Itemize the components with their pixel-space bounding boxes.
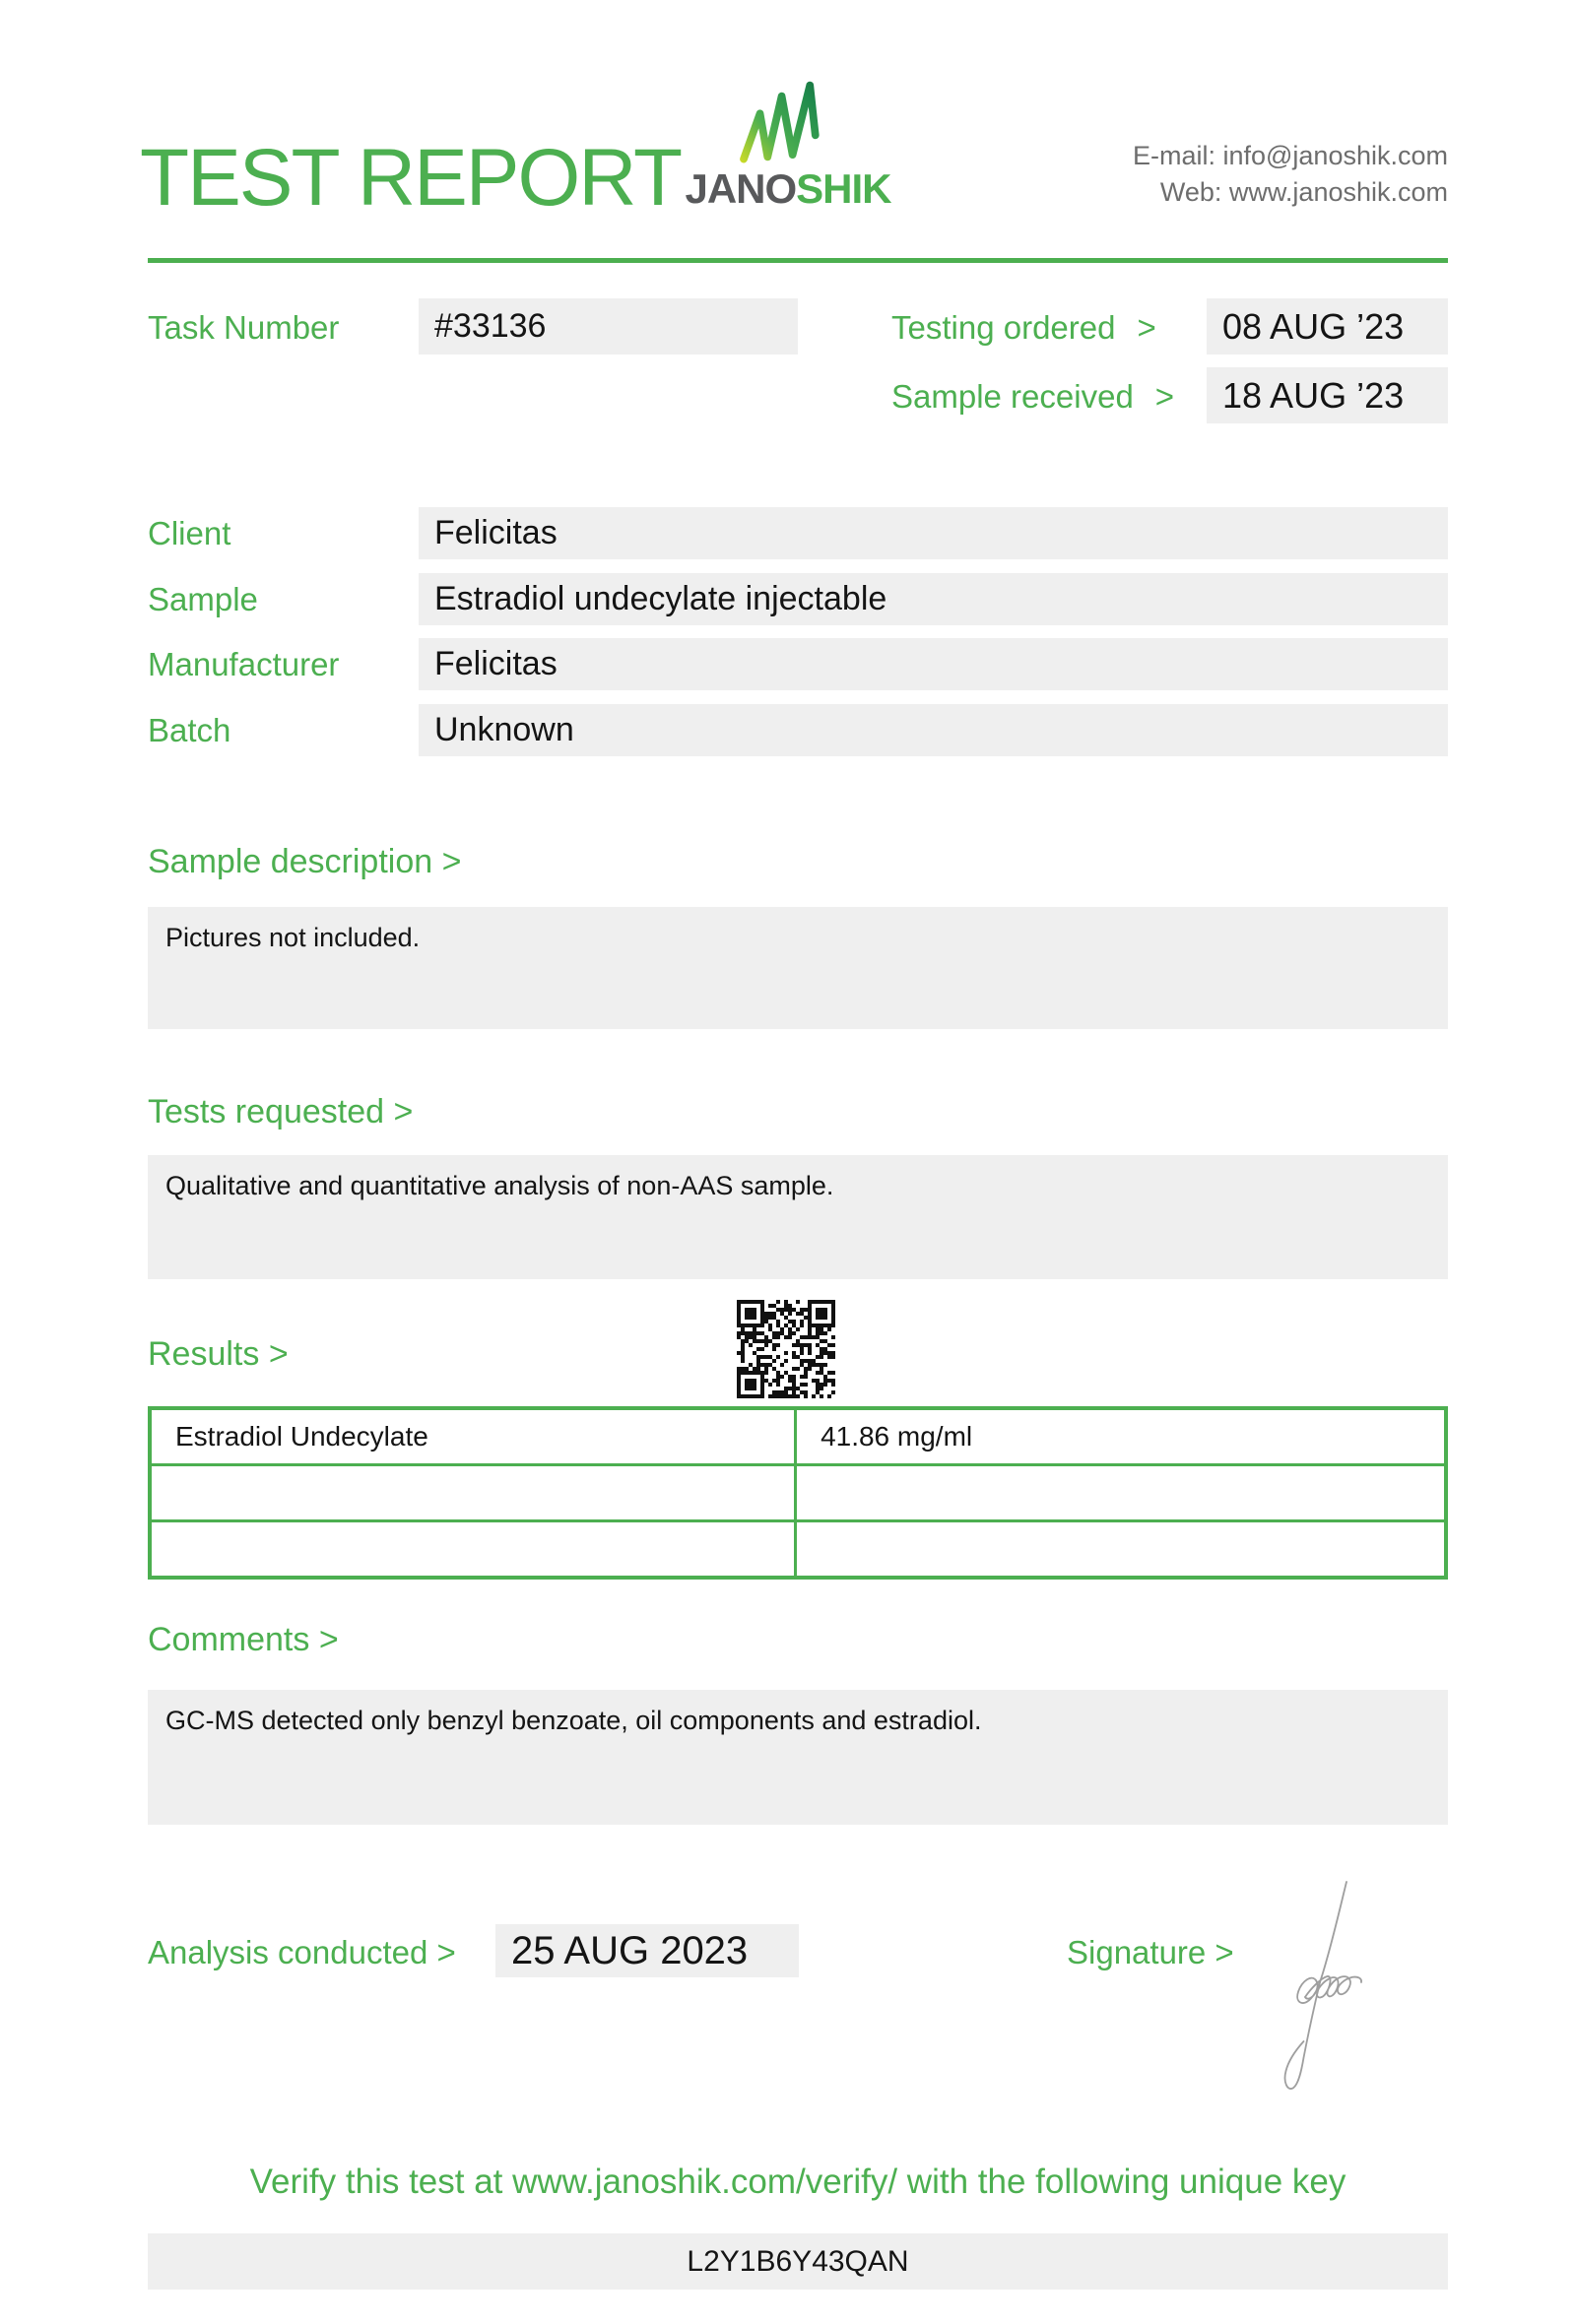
analysis-conducted-label: Analysis conducted > bbox=[148, 1934, 456, 1970]
results-table bbox=[148, 1406, 1448, 1580]
testing-ordered-arrow: > bbox=[1137, 309, 1156, 346]
sample-received-date: 18 AUG ’23 bbox=[1222, 374, 1405, 416]
tests-requested-text: Qualitative and quantitative analysis of non-AAS sample. bbox=[165, 1171, 834, 1200]
header-divider bbox=[148, 258, 1448, 263]
client-value bbox=[419, 507, 1448, 559]
results-cell-empty bbox=[152, 1522, 794, 1576]
comments-heading: Comments > bbox=[148, 1621, 339, 1658]
trend-chart-icon bbox=[737, 79, 835, 168]
sample-text: Estradiol undecylate injectable bbox=[434, 580, 887, 617]
comments-text: GC-MS detected only benzyl benzoate, oil components and estradiol. bbox=[165, 1706, 982, 1735]
contact-info bbox=[1133, 138, 1448, 211]
sample-received-label bbox=[891, 378, 1174, 416]
testing-ordered-label bbox=[891, 309, 1156, 347]
results-cell-value: 41.86 mg/ml bbox=[797, 1410, 1444, 1463]
sample-description-text: Pictures not included. bbox=[165, 923, 421, 952]
tests-requested-heading: Tests requested > bbox=[148, 1093, 414, 1130]
signature-label: Signature > bbox=[1067, 1934, 1234, 1970]
qr-code bbox=[737, 1300, 835, 1398]
manufacturer-text: Felicitas bbox=[434, 645, 558, 682]
brand-part-shik: SHIK bbox=[796, 165, 891, 212]
client-text: Felicitas bbox=[434, 514, 558, 551]
sample-description-heading: Sample description > bbox=[148, 843, 462, 880]
sample-received-value bbox=[1207, 367, 1448, 423]
testing-ordered-value bbox=[1207, 298, 1448, 355]
manufacturer-value bbox=[419, 638, 1448, 690]
verify-key-box bbox=[148, 2233, 1448, 2290]
testing-ordered-date: 08 AUG ’23 bbox=[1222, 305, 1405, 347]
verify-key-text: L2Y1B6Y43QAN bbox=[687, 2244, 909, 2278]
task-number-label: Task Number bbox=[148, 309, 340, 346]
brand-part-jano: JANO bbox=[685, 165, 797, 212]
sample-description-box bbox=[148, 907, 1448, 1029]
batch-text: Unknown bbox=[434, 711, 574, 748]
batch-label: Batch bbox=[148, 712, 231, 748]
contact-email: E-mail: info@janoshik.com bbox=[1132, 141, 1448, 170]
contact-web: Web: www.janoshik.com bbox=[1159, 177, 1448, 207]
manufacturer-label: Manufacturer bbox=[148, 646, 340, 682]
results-cell-analyte: Estradiol Undecylate bbox=[152, 1410, 794, 1463]
results-cell-empty bbox=[152, 1466, 794, 1519]
handwritten-signature bbox=[1261, 1830, 1438, 2140]
sample-received-arrow: > bbox=[1154, 378, 1175, 415]
comments-box bbox=[148, 1690, 1448, 1825]
results-heading: Results > bbox=[148, 1335, 289, 1373]
analysis-date-value bbox=[495, 1924, 799, 1977]
batch-value bbox=[419, 704, 1448, 756]
task-number-value bbox=[419, 298, 798, 355]
sample-received-text: Sample received bbox=[891, 378, 1134, 415]
results-cell-empty bbox=[797, 1522, 1444, 1576]
sample-label: Sample bbox=[148, 581, 258, 617]
task-number-text: #33136 bbox=[434, 307, 547, 345]
testing-ordered-text: Testing ordered bbox=[891, 309, 1116, 346]
brand-wordmark bbox=[678, 165, 898, 213]
tests-requested-box bbox=[148, 1155, 1448, 1279]
analysis-date-text: 25 AUG 2023 bbox=[511, 1928, 749, 1972]
verify-instruction: Verify this test at www.janoshik.com/verify/ with the following unique key bbox=[249, 2163, 1346, 2201]
page-title: TEST REPORT bbox=[140, 133, 682, 223]
results-cell-empty bbox=[797, 1466, 1444, 1519]
client-label: Client bbox=[148, 515, 231, 551]
sample-value bbox=[419, 573, 1448, 625]
